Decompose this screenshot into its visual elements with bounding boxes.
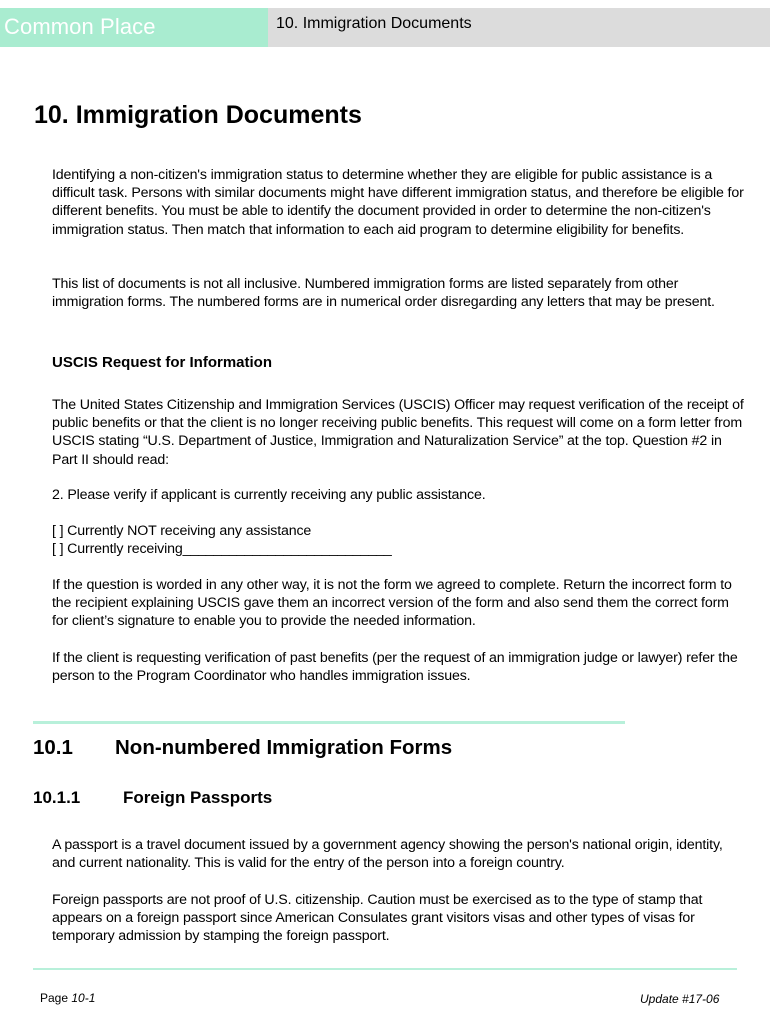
update-label: Update #17-06 [640,992,720,1006]
intro-paragraph-2: This list of documents is not all inclusive. Numbered immigration forms are listed separately from other immigration forms. The numbered forms are in numerical order disregarding any letters that may be present. [52,276,715,311]
subsection-title: Foreign Passports [123,788,273,807]
uscis-paragraph-1: The United States Citizenship and Immigration Services (USCIS) Officer may request verification of the receipt of public benefits or that the client is no longer receiving public benefits. This request will come on a form letter from USCIS stating “U.S. Department of Justice, Immigration and Naturalization Service” at the top. Question #2 in Part II should read: [52,397,744,468]
uscis-heading: USCIS Request for Information [52,354,273,371]
uscis-option-not-receiving: [ ] Currently NOT receiving any assistance [52,523,312,539]
chapter-block [268,8,770,47]
uscis-paragraph-2: If the question is worded in any other way, it is not the form we agreed to complete. Return the incorrect form to the recipient explaining USCIS gave them an incorrect version of the form and also send them the correct form for client’s signature to enable you to provide the needed information. [52,577,732,630]
uscis-question: 2. Please verify if applicant is currently receiving any public assistance. [52,487,486,503]
section-title: Non-numbered Immigration Forms [115,736,453,759]
passport-paragraph-1: A passport is a travel document issued by a government agency showing the person's national origin, identity, and current nationality. This is valid for the entry of the person into a foreign country. [52,837,723,872]
footer-divider [33,968,737,970]
section-divider [33,721,625,724]
uscis-option-receiving: [ ] Currently receiving___________________________ [52,541,392,557]
uscis-paragraph-3: If the client is requesting verification of past benefits (per the request of an immigration judge or lawyer) refer the person to the Program Coordinator who handles immigration issues. [52,650,738,685]
page-number-value: 10-1 [71,991,96,1005]
brand-name: Common Place [4,14,156,39]
subsection-number: 10.1.1 [33,788,81,807]
page-label: Page [40,991,69,1005]
passport-paragraph-2: Foreign passports are not proof of U.S. citizenship. Caution must be exercised as to the type of stamp that appears on a foreign passport since American Consulates grant visitors visas and other types of visas for temporary admission by stamping the foreign passport. [52,892,703,945]
chapter-title: 10. Immigration Documents [34,101,362,129]
page-number [40,990,95,1006]
brand-block [0,8,268,47]
header-chapter-title: 10. Immigration Documents [276,15,472,32]
section-number: 10.1 [33,736,73,759]
page-header [0,8,770,47]
intro-paragraph-1: Identifying a non-citizen's immigration status to determine whether they are eligible for public assistance is a difficult task. Persons with similar documents might have different immigration status, and therefore be eligible for different benefits. You must be able to identify the document provided in order to determine the non-citizen's immigration status. Then match that information to each aid program to determine eligibility for benefits. [52,167,744,238]
